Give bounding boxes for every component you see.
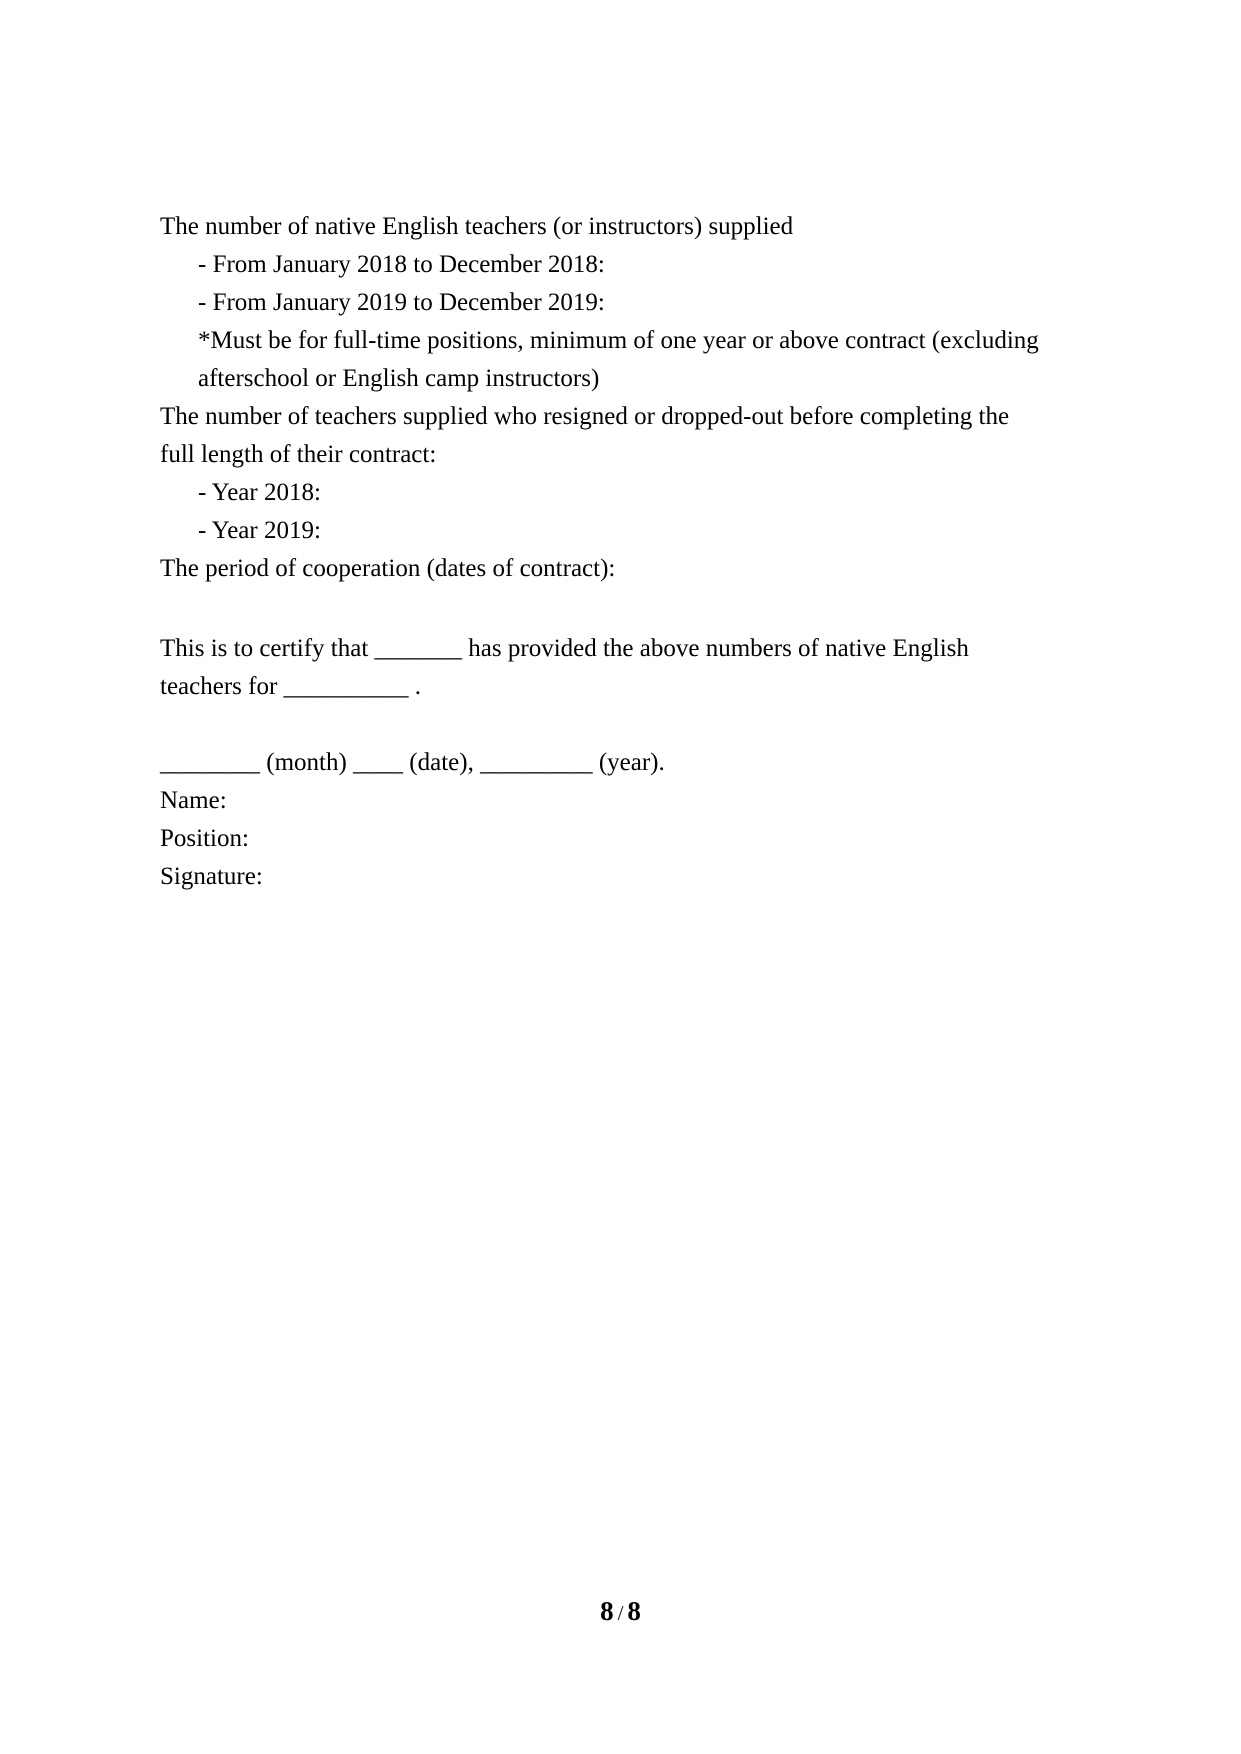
line-certify-2: teachers for __________ .	[160, 673, 422, 700]
line-resigned-heading-2: full length of their contract:	[160, 441, 437, 468]
total-page-number: 8	[627, 1596, 641, 1626]
line-date-blanks: ________ (month) ____ (date), _________ (year).	[160, 749, 665, 776]
line-name-label: Name:	[160, 787, 227, 814]
line-year-2018: - Year 2018:	[198, 479, 321, 506]
current-page-number: 8	[600, 1596, 614, 1626]
line-period-of-cooperation: The period of cooperation (dates of contract):	[160, 555, 616, 582]
line-teachers-supplied-heading: The number of native English teachers (or instructors) supplied	[160, 213, 794, 240]
blank-line	[160, 588, 1101, 630]
line-year-2019: - Year 2019:	[198, 517, 321, 544]
line-from-jan-2019: - From January 2019 to December 2019:	[198, 289, 605, 316]
line-position-label: Position:	[160, 825, 249, 852]
blank-line	[160, 706, 1101, 744]
document-body	[160, 208, 1101, 896]
line-from-jan-2018: - From January 2018 to December 2018:	[198, 251, 605, 278]
line-fulltime-note-1: *Must be for full-time positions, minimum of one year or above contract (excluding	[198, 327, 1039, 354]
page-number	[0, 1592, 1241, 1632]
line-resigned-heading-1: The number of teachers supplied who resigned or dropped-out before completing the	[160, 403, 1010, 430]
line-certify-1: This is to certify that _______ has provided the above numbers of native English	[160, 635, 969, 662]
line-signature-label: Signature:	[160, 863, 263, 890]
line-fulltime-note-2: afterschool or English camp instructors)	[198, 365, 600, 392]
page-number-separator: /	[617, 1601, 624, 1625]
